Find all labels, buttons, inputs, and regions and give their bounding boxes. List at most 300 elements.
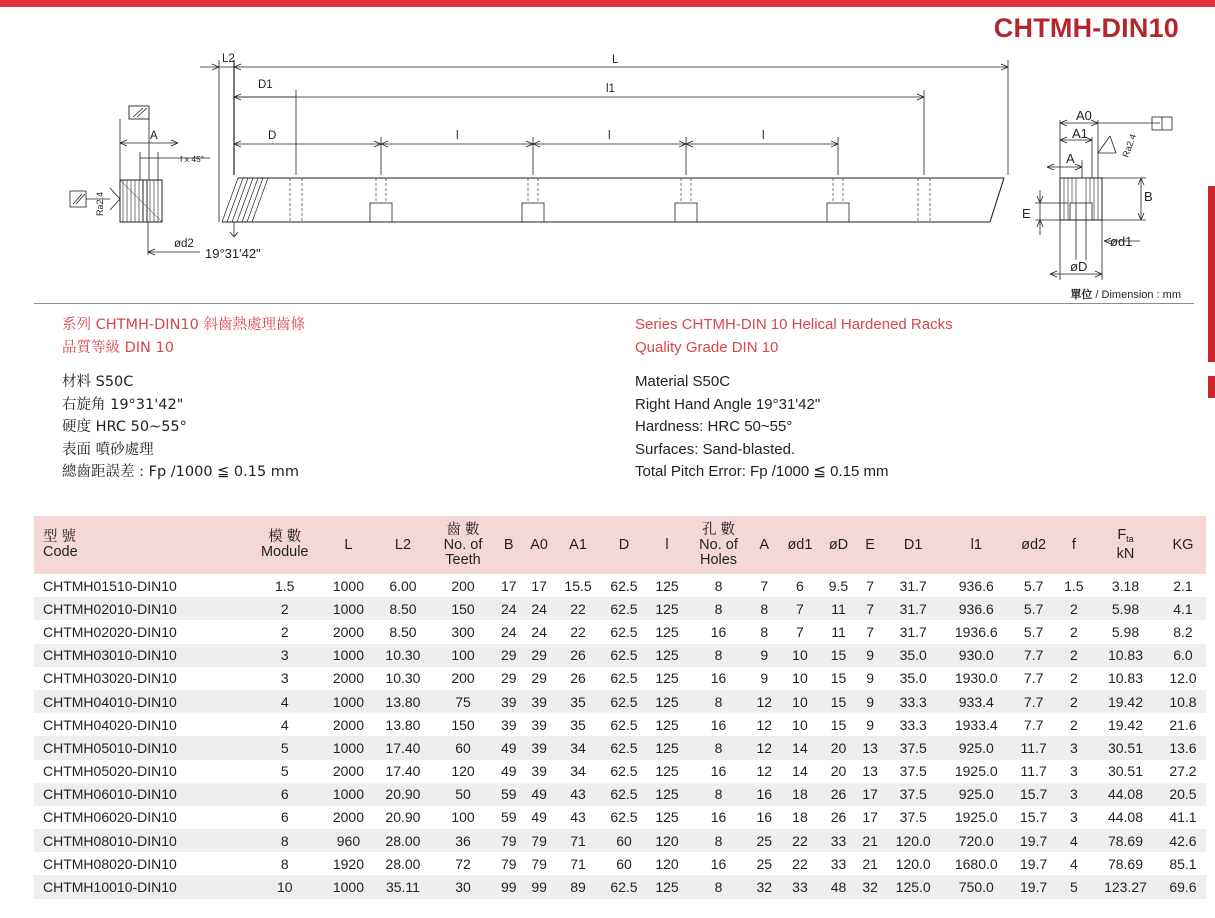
cell-value: 43 xyxy=(570,786,586,803)
cell-value: 13.6 xyxy=(1169,739,1197,756)
cell-value: 3 xyxy=(1069,809,1078,826)
cell-value: 1680.0 xyxy=(954,855,998,872)
cell-value: 60 xyxy=(616,855,632,872)
cell-value: 79 xyxy=(531,855,547,872)
cell-code: CHTMH05010-DIN10 xyxy=(43,739,177,756)
col-phi-d: øD xyxy=(828,536,849,553)
cell-value: 2000 xyxy=(332,716,365,733)
cell-value: 1.5 xyxy=(1064,577,1084,594)
col-l2: L2 xyxy=(394,536,412,553)
cell-value: 24 xyxy=(500,623,517,640)
cell-value: 125 xyxy=(655,763,679,780)
table-row xyxy=(34,760,1206,783)
col-module: 模 數 Module xyxy=(260,529,309,560)
cell-value: 79 xyxy=(500,855,517,872)
cell-value: 3.18 xyxy=(1111,577,1140,594)
cell-value: 7 xyxy=(796,600,804,617)
cell-value: 26 xyxy=(570,670,586,687)
cell-value: 2 xyxy=(1069,716,1078,733)
cell-value: 28.00 xyxy=(385,832,421,849)
dim-label-e: E xyxy=(1022,206,1031,221)
cell-value: 6 xyxy=(280,786,289,803)
dim-label-a-right: A xyxy=(1066,151,1075,166)
cell-value: 8.50 xyxy=(389,600,417,617)
side-tab-gap xyxy=(1208,362,1215,376)
cell-code: CHTMH01510-DIN10 xyxy=(43,577,177,594)
left-section-view xyxy=(70,106,210,255)
cell-value: 49 xyxy=(500,739,517,756)
cell-value: 100 xyxy=(451,809,475,826)
page-title: CHTMH-DIN10 xyxy=(993,13,1179,43)
cell-value: 19.7 xyxy=(1020,879,1048,896)
cell-value: 39 xyxy=(500,693,517,710)
cell-value: 100 xyxy=(451,647,475,664)
cell-value: 125 xyxy=(655,647,679,664)
cell-value: 2000 xyxy=(332,670,365,687)
cell-value: 34 xyxy=(570,763,586,780)
cell-value: 7 xyxy=(866,577,875,594)
cell-value: 1000 xyxy=(332,600,365,617)
cell-value: 12.0 xyxy=(1169,670,1197,687)
col-e: E xyxy=(865,536,875,553)
cell-value: 125 xyxy=(655,577,679,594)
cell-value: 5.7 xyxy=(1023,577,1044,594)
cell-value: 21 xyxy=(862,855,878,872)
dim-label-phi-d: øD xyxy=(1070,259,1088,274)
cell-value: 79 xyxy=(531,832,547,849)
cell-value: 8.2 xyxy=(1173,623,1193,640)
cell-value: 9.5 xyxy=(828,577,849,594)
cell-value: 15 xyxy=(830,647,847,664)
cell-value: 8 xyxy=(714,600,723,617)
dim-label-d1: D1 xyxy=(258,79,273,91)
col-pitch: l xyxy=(665,536,669,553)
cell-value: 10 xyxy=(792,670,808,687)
col-b: B xyxy=(503,536,514,553)
cell-value: 39 xyxy=(531,693,547,710)
cell-value: 31.7 xyxy=(899,623,927,640)
cell-value: 16 xyxy=(756,809,773,826)
dim-label-b: B xyxy=(1144,189,1153,204)
cell-value: 17 xyxy=(500,577,517,594)
cell-value: 930.0 xyxy=(958,647,994,664)
cell-value: 2 xyxy=(280,623,289,640)
cell-value: 12 xyxy=(756,739,773,756)
cell-value: 8 xyxy=(714,577,723,594)
cell-value: 12 xyxy=(756,716,773,733)
cell-value: 20.90 xyxy=(385,786,421,803)
cell-value: 22 xyxy=(570,600,586,617)
rack-front-view xyxy=(200,60,1008,237)
cell-value: 33 xyxy=(830,855,847,872)
cell-value: 13.80 xyxy=(385,693,421,710)
hardness-en: Hardness: HRC 50~55° xyxy=(635,418,793,435)
cell-value: 27.2 xyxy=(1169,763,1197,780)
cell-value: 4.1 xyxy=(1173,600,1193,617)
cell-value: 37.5 xyxy=(899,739,927,756)
specification-table xyxy=(34,516,1206,899)
cell-value: 7.7 xyxy=(1023,647,1044,664)
cell-value: 19.7 xyxy=(1020,832,1048,849)
cell-value: 9 xyxy=(760,647,769,664)
col-l1: l1 xyxy=(970,536,982,553)
cell-value: 933.4 xyxy=(958,693,994,710)
cell-value: 49 xyxy=(531,786,547,803)
table-row xyxy=(34,852,1206,875)
dim-label-l: L xyxy=(612,54,619,66)
cell-value: 18 xyxy=(792,786,808,803)
cell-value: 21 xyxy=(862,832,878,849)
cell-value: 1925.0 xyxy=(954,809,998,826)
cell-value: 1930.0 xyxy=(954,670,998,687)
cell-value: 44.08 xyxy=(1107,786,1144,803)
cell-value: 19.7 xyxy=(1020,855,1048,872)
cell-value: 125 xyxy=(655,786,679,803)
cell-value: 1000 xyxy=(332,693,365,710)
cell-value: 36 xyxy=(455,832,471,849)
cell-value: 29 xyxy=(500,670,517,687)
cell-value: 37.5 xyxy=(899,809,927,826)
cell-value: 6.0 xyxy=(1173,647,1193,664)
dim-label-a-left: A xyxy=(150,130,158,142)
helix-angle-en: Right Hand Angle 19°31'42" xyxy=(635,395,821,413)
cell-value: 200 xyxy=(451,577,475,594)
cell-value: 35.11 xyxy=(385,879,420,896)
cell-code: CHTMH05020-DIN10 xyxy=(43,763,177,780)
cell-value: 125 xyxy=(655,600,679,617)
col-a: A xyxy=(759,536,770,553)
cell-value: 62.5 xyxy=(610,647,638,664)
cell-value: 11 xyxy=(831,623,846,640)
dim-label-l1: l1 xyxy=(606,83,615,95)
cell-value: 17 xyxy=(862,786,878,803)
col-kg: KG xyxy=(1172,536,1194,553)
cell-value: 24 xyxy=(531,600,547,617)
pitch-error-en: Total Pitch Error: Fp /1000 ≦ 0.15 mm xyxy=(635,463,889,480)
cell-value: 9 xyxy=(866,647,875,664)
cell-value: 33 xyxy=(830,832,847,849)
cell-value: 4 xyxy=(1069,855,1078,872)
cell-value: 5.98 xyxy=(1111,623,1140,640)
cell-value: 1933.4 xyxy=(954,716,998,733)
cell-code: CHTMH06010-DIN10 xyxy=(43,786,177,803)
quality-grade-cn: 品質等級 DIN 10 xyxy=(62,339,174,356)
cell-value: 1000 xyxy=(332,879,365,896)
cell-value: 78.69 xyxy=(1107,832,1144,849)
cell-value: 48 xyxy=(830,879,847,896)
cell-value: 120.0 xyxy=(895,832,931,849)
cell-value: 41.1 xyxy=(1169,809,1197,826)
cell-value: 4 xyxy=(280,693,289,710)
cell-value: 62.5 xyxy=(610,763,638,780)
material-en: Material S50C xyxy=(635,373,731,390)
cell-value: 62.5 xyxy=(610,809,638,826)
cell-value: 10 xyxy=(792,716,808,733)
cell-value: 71 xyxy=(570,855,586,872)
cell-value: 4 xyxy=(1069,832,1078,849)
cell-value: 125.0 xyxy=(895,879,931,896)
cell-value: 1000 xyxy=(332,647,365,664)
table-row xyxy=(34,806,1206,829)
cell-value: 33.3 xyxy=(899,716,927,733)
cell-value: 28.00 xyxy=(385,855,421,872)
cell-value: 20.90 xyxy=(385,809,421,826)
cell-value: 6.00 xyxy=(389,577,417,594)
cell-value: 150 xyxy=(451,716,475,733)
cell-value: 15.7 xyxy=(1020,786,1048,803)
cell-value: 29 xyxy=(500,647,517,664)
cell-value: 15.7 xyxy=(1020,809,1048,826)
cell-value: 8 xyxy=(714,832,723,849)
cell-value: 10.30 xyxy=(385,670,421,687)
dim-label-d2: ød2 xyxy=(174,238,194,250)
cell-value: 26 xyxy=(830,809,847,826)
cell-value: 8 xyxy=(714,693,723,710)
cell-value: 16 xyxy=(756,786,773,803)
cell-value: 7 xyxy=(866,623,875,640)
cell-value: 16 xyxy=(710,763,727,780)
cell-value: 7 xyxy=(866,600,875,617)
cell-value: 125 xyxy=(655,623,679,640)
col-l: L xyxy=(344,536,353,553)
cell-value: 6 xyxy=(796,577,804,594)
cell-value: 8 xyxy=(714,739,723,756)
cell-code: CHTMH10010-DIN10 xyxy=(43,879,177,896)
cell-value: 5 xyxy=(1069,879,1078,896)
cell-value: 7 xyxy=(796,623,804,640)
cell-value: 10.8 xyxy=(1169,693,1197,710)
cell-value: 42.6 xyxy=(1169,832,1197,849)
cell-value: 33.3 xyxy=(899,693,927,710)
cell-value: 14 xyxy=(792,763,808,780)
cell-value: 1000 xyxy=(332,577,365,594)
surface-en: Surfaces: Sand-blasted. xyxy=(635,440,796,458)
cell-value: 16 xyxy=(710,809,727,826)
col-teeth: 齒 數 No. of Teeth xyxy=(443,521,483,568)
cell-value: 35.0 xyxy=(899,670,927,687)
cell-value: 750.0 xyxy=(958,879,994,896)
cell-value: 25 xyxy=(756,832,773,849)
cell-value: 10 xyxy=(276,879,293,896)
table-header-row xyxy=(34,516,1206,574)
cell-value: 125 xyxy=(655,670,679,687)
material-cn: 材料 S50C xyxy=(62,374,134,390)
cell-value: 5 xyxy=(280,763,289,780)
cell-value: 39 xyxy=(531,763,547,780)
cell-value: 10.83 xyxy=(1107,647,1144,664)
cell-value: 2 xyxy=(1069,670,1078,687)
technical-drawing xyxy=(0,40,1215,305)
roughness-label-right: Ra2.4 xyxy=(1120,132,1139,159)
cell-value: 5 xyxy=(280,739,289,756)
cell-value: 78.69 xyxy=(1107,855,1144,872)
dim-label-chamfer: f x 45° xyxy=(180,154,205,164)
cell-value: 10.83 xyxy=(1107,670,1144,687)
cell-value: 925.0 xyxy=(958,786,994,803)
cell-value: 960 xyxy=(336,832,361,849)
cell-value: 30 xyxy=(455,879,471,896)
cell-value: 2000 xyxy=(332,763,365,780)
cell-value: 37.5 xyxy=(899,786,927,803)
cell-value: 62.5 xyxy=(610,879,638,896)
cell-value: 29 xyxy=(531,647,547,664)
dim-label-pitch-2: l xyxy=(608,130,611,142)
cell-value: 16 xyxy=(710,855,727,872)
cell-value: 14 xyxy=(792,739,808,756)
cell-value: 44.08 xyxy=(1107,809,1144,826)
cell-value: 125 xyxy=(655,809,679,826)
table-body xyxy=(34,574,1206,899)
cell-value: 62.5 xyxy=(610,623,638,640)
cell-value: 15 xyxy=(830,716,847,733)
cell-value: 2000 xyxy=(332,623,365,640)
cell-value: 3 xyxy=(1069,739,1078,756)
table-row xyxy=(34,574,1206,597)
quality-grade-en: Quality Grade DIN 10 xyxy=(635,338,779,356)
cell-value: 120.0 xyxy=(895,855,931,872)
cell-value: 120 xyxy=(655,855,679,872)
cell-value: 125 xyxy=(655,739,679,756)
cell-value: 8 xyxy=(714,879,723,896)
cell-value: 8 xyxy=(280,855,289,872)
description-english xyxy=(635,314,953,484)
table-row xyxy=(34,620,1206,643)
cell-value: 59 xyxy=(500,809,517,826)
cell-value: 99 xyxy=(531,879,547,896)
cell-value: 30.51 xyxy=(1107,763,1144,780)
cell-value: 60 xyxy=(455,739,471,756)
cell-code: CHTMH03010-DIN10 xyxy=(43,647,177,664)
cell-value: 43 xyxy=(570,809,586,826)
cell-value: 60 xyxy=(616,832,632,849)
table-row xyxy=(34,597,1206,620)
description-chinese xyxy=(62,314,305,484)
cell-value: 18 xyxy=(792,809,808,826)
cell-value: 30.51 xyxy=(1107,739,1144,756)
cell-value: 12 xyxy=(756,763,773,780)
dim-label-d1-bore: ød1 xyxy=(1110,234,1133,249)
col-a1: A1 xyxy=(569,536,587,553)
cell-value: 19.42 xyxy=(1107,693,1144,710)
cell-value: 17.40 xyxy=(385,763,421,780)
cell-value: 8 xyxy=(760,600,769,617)
cell-code: CHTMH08010-DIN10 xyxy=(43,832,177,849)
cell-value: 3 xyxy=(280,670,289,687)
cell-value: 59 xyxy=(500,786,517,803)
cell-value: 15 xyxy=(830,670,847,687)
cell-value: 20 xyxy=(830,763,847,780)
cell-value: 71 xyxy=(570,832,586,849)
cell-value: 300 xyxy=(451,623,475,640)
cell-value: 17.40 xyxy=(385,739,421,756)
cell-value: 7 xyxy=(760,577,769,594)
cell-code: CHTMH06020-DIN10 xyxy=(43,809,177,826)
series-title-en: Series CHTMH-DIN 10 Helical Hardened Racks xyxy=(635,316,953,333)
unit-label: 單位 / Dimension : mm xyxy=(1070,289,1181,301)
cell-value: 89 xyxy=(570,879,586,896)
cell-code: CHTMH03020-DIN10 xyxy=(43,670,177,687)
cell-value: 1920 xyxy=(332,855,365,872)
cell-value: 7.7 xyxy=(1023,716,1044,733)
cell-value: 13 xyxy=(862,763,878,780)
cell-value: 2 xyxy=(1069,647,1078,664)
cell-code: CHTMH08020-DIN10 xyxy=(43,855,177,872)
cell-value: 62.5 xyxy=(610,786,638,803)
col-holes: 孔 數 No. of Holes xyxy=(699,521,738,568)
cell-value: 21.6 xyxy=(1169,716,1197,733)
cell-value: 25 xyxy=(756,855,773,872)
cell-value: 1.5 xyxy=(274,577,295,594)
col-fta: $F_{ta}$ kN xyxy=(1116,527,1135,562)
cell-value: 125 xyxy=(655,693,679,710)
helix-angle-label: 19°31'42" xyxy=(205,246,261,261)
table-row xyxy=(34,829,1206,852)
cell-value: 62.5 xyxy=(610,739,638,756)
table-row xyxy=(34,644,1206,667)
cell-value: 13 xyxy=(862,739,878,756)
table-row xyxy=(34,713,1206,736)
dim-label-pitch-1: l xyxy=(456,130,459,142)
cell-value: 99 xyxy=(500,879,517,896)
col-a0: A0 xyxy=(530,536,548,553)
cell-value: 39 xyxy=(500,716,517,733)
cell-value: 6 xyxy=(280,809,289,826)
cell-value: 2 xyxy=(1069,693,1078,710)
cell-value: 1000 xyxy=(332,786,365,803)
cell-value: 120 xyxy=(451,763,475,780)
cell-value: 8 xyxy=(280,832,289,849)
dim-label-l2: L2 xyxy=(222,53,235,65)
cell-value: 7.7 xyxy=(1023,670,1044,687)
cell-value: 925.0 xyxy=(958,739,994,756)
cell-value: 200 xyxy=(451,670,475,687)
cell-value: 75 xyxy=(455,693,471,710)
cell-value: 125 xyxy=(655,716,679,733)
cell-value: 35 xyxy=(570,693,586,710)
cell-value: 17 xyxy=(531,577,547,594)
col-f: f xyxy=(1071,536,1076,553)
cell-value: 5.7 xyxy=(1023,600,1044,617)
dim-label-pitch-3: l xyxy=(762,130,765,142)
cell-value: 15 xyxy=(830,693,847,710)
cell-value: 26 xyxy=(830,786,847,803)
table-row xyxy=(34,690,1206,713)
cell-value: 16 xyxy=(710,716,727,733)
cell-value: 936.6 xyxy=(958,577,994,594)
cell-code: CHTMH02010-DIN10 xyxy=(43,600,177,617)
cell-value: 62.5 xyxy=(610,716,638,733)
cell-value: 49 xyxy=(531,809,547,826)
cell-value: 2000 xyxy=(332,809,365,826)
cell-value: 24 xyxy=(500,600,517,617)
cell-value: 33 xyxy=(792,879,808,896)
cell-value: 2.1 xyxy=(1173,577,1193,594)
cell-value: 17 xyxy=(862,809,878,826)
cell-value: 62.5 xyxy=(610,693,638,710)
table-row xyxy=(34,736,1206,759)
cell-code: CHTMH04010-DIN10 xyxy=(43,693,177,710)
cell-value: 4 xyxy=(280,716,289,733)
cell-value: 35 xyxy=(570,716,586,733)
cell-value: 1925.0 xyxy=(954,763,998,780)
cell-value: 31.7 xyxy=(899,577,927,594)
table-row xyxy=(34,667,1206,690)
helix-angle-cn: 右旋角 19°31'42" xyxy=(62,396,184,413)
cell-value: 35.0 xyxy=(899,647,927,664)
cell-value: 32 xyxy=(862,879,878,896)
cell-value: 3 xyxy=(1069,763,1078,780)
cell-value: 49 xyxy=(500,763,517,780)
